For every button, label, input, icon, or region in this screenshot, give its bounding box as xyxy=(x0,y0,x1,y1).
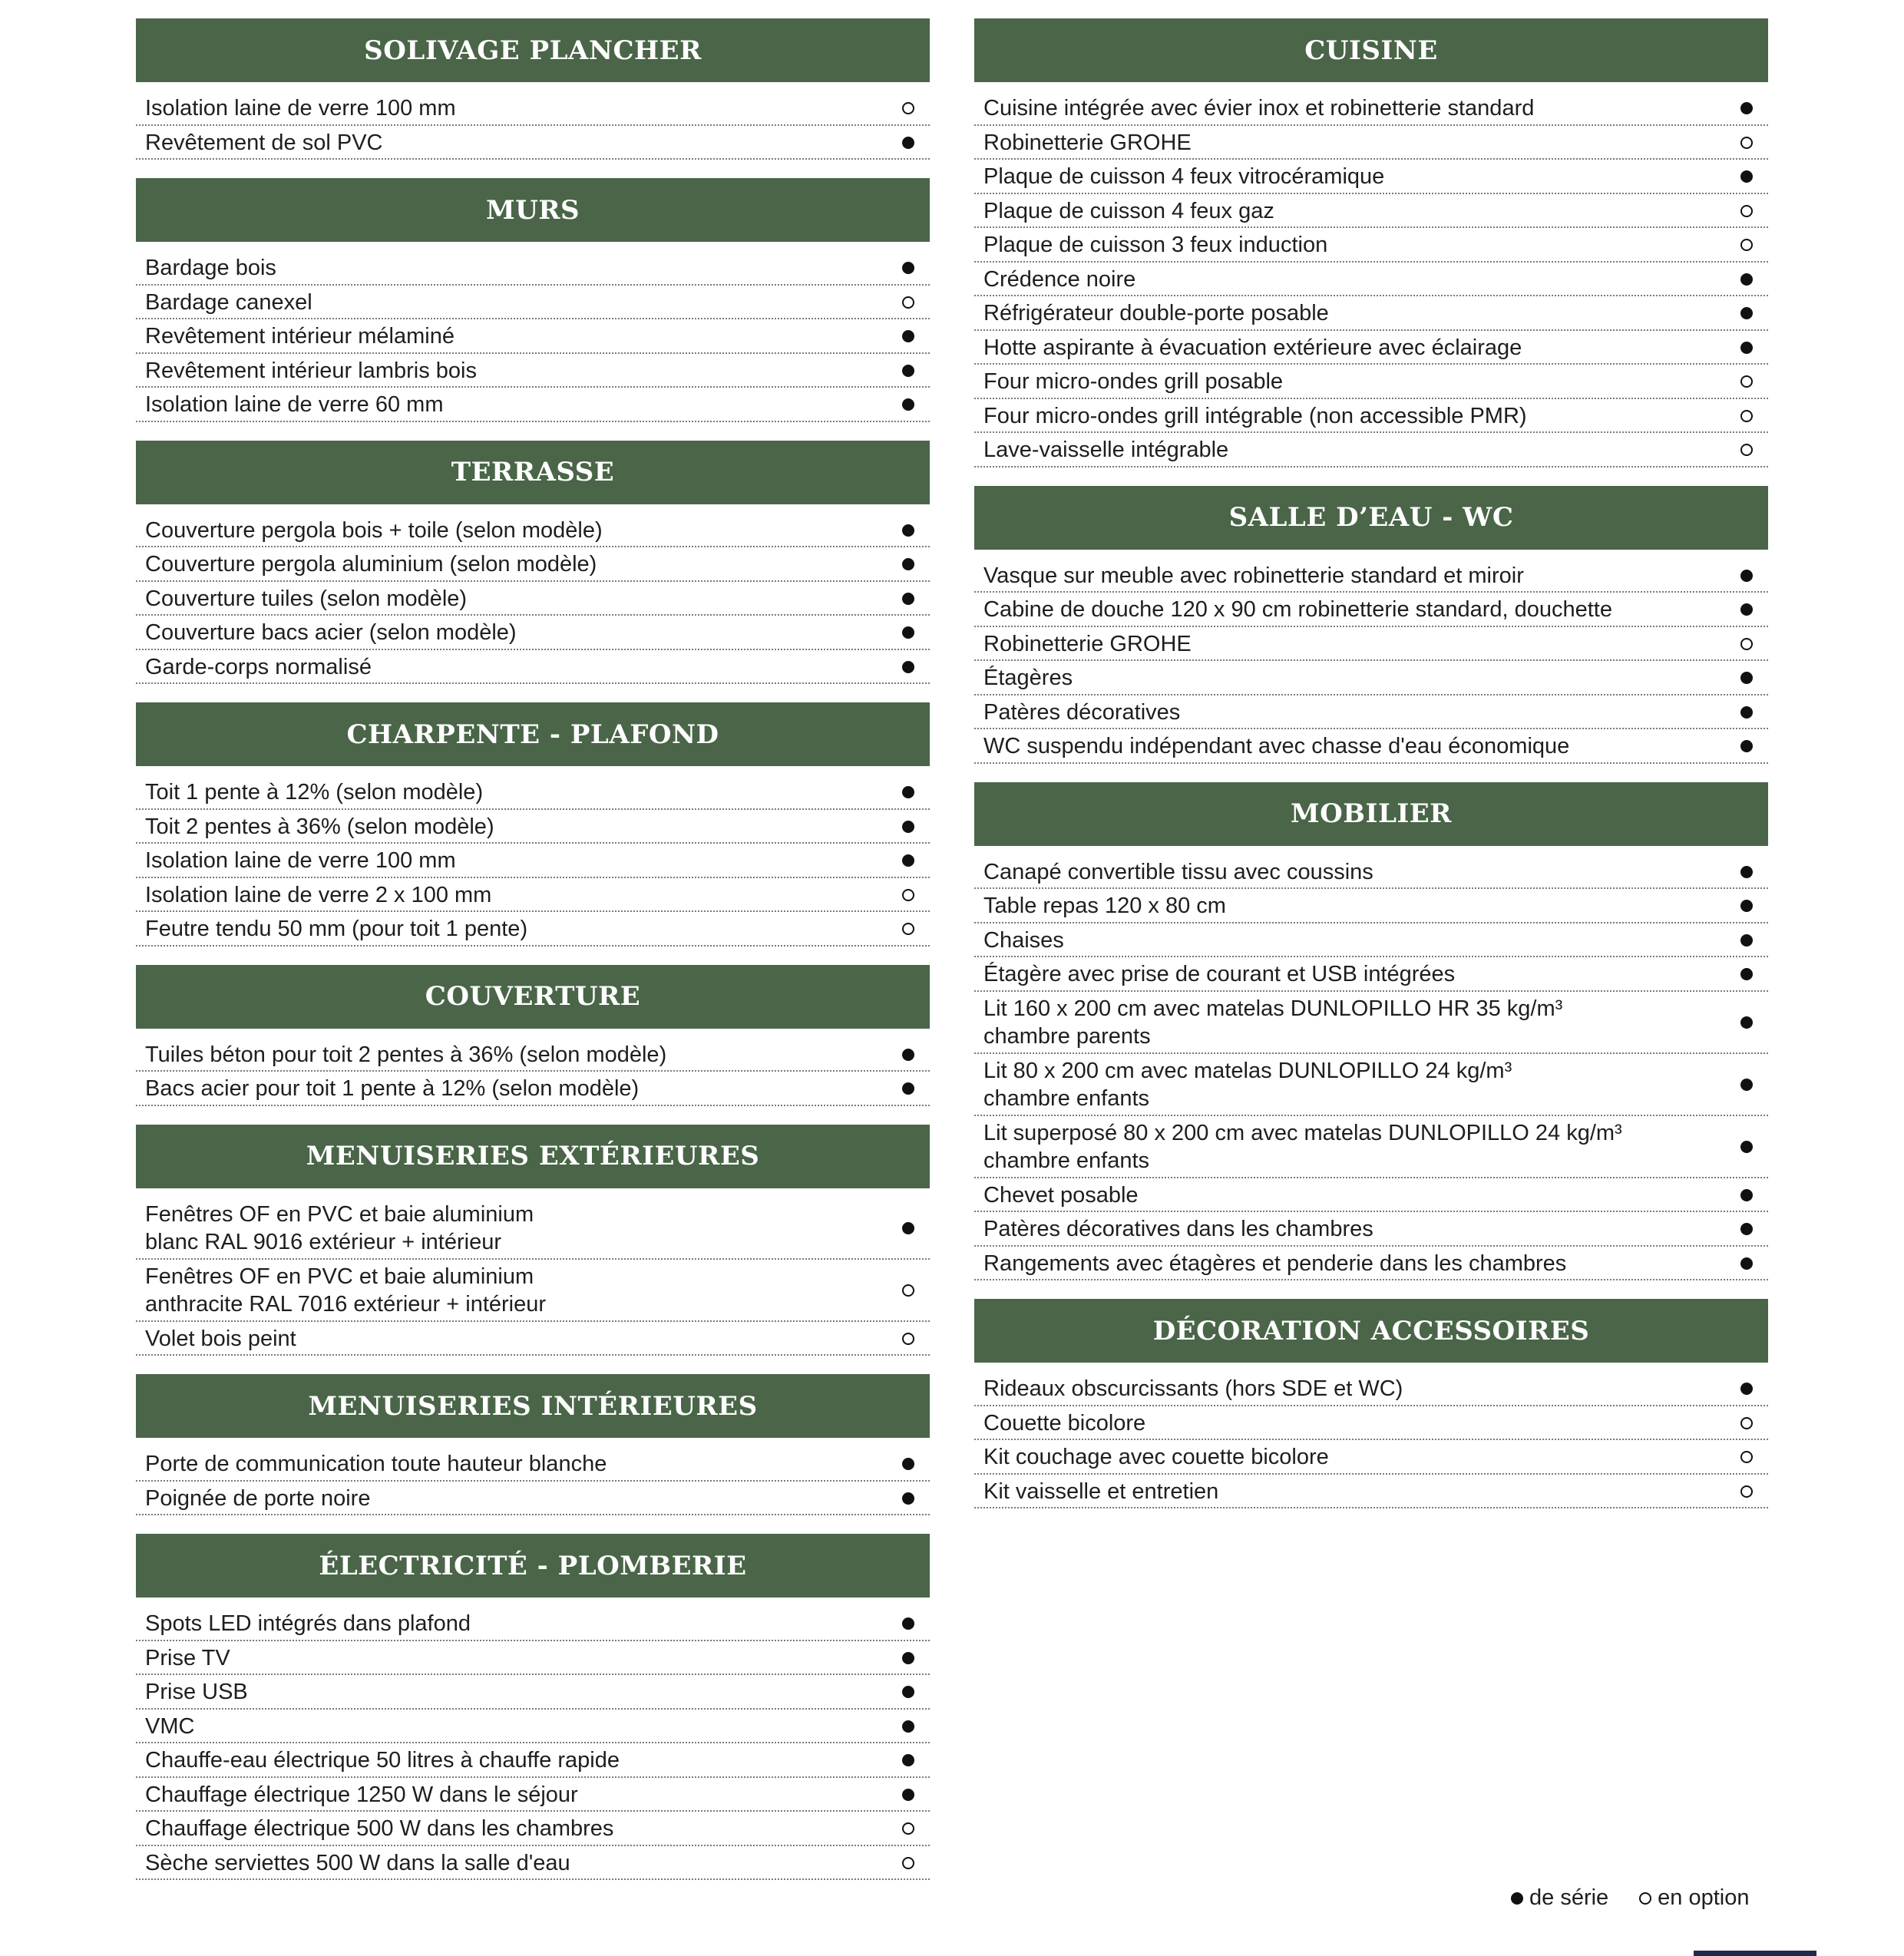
status-marker xyxy=(1731,375,1762,388)
item-label: Spots LED intégrés dans plafond xyxy=(145,1611,471,1637)
filled-dot-icon xyxy=(902,1720,914,1733)
list-item xyxy=(974,1212,1768,1247)
status-marker xyxy=(893,102,924,114)
status-marker xyxy=(1731,1383,1762,1395)
filled-dot-icon xyxy=(1740,1016,1753,1029)
status-marker xyxy=(1731,603,1762,616)
legend-option-label: en option xyxy=(1658,1885,1750,1910)
list-item xyxy=(974,696,1768,730)
status-marker xyxy=(1731,638,1762,650)
filled-dot-icon xyxy=(902,1686,914,1698)
list-item xyxy=(136,1260,930,1322)
section-header: SOLIVAGE PLANCHER xyxy=(136,18,930,82)
status-marker xyxy=(893,854,924,867)
hollow-dot-icon xyxy=(1740,137,1753,149)
section-electricite-plomberie xyxy=(136,1534,930,1880)
item-label: Cuisine intégrée avec évier inox et robinetterie standard xyxy=(983,96,1535,121)
filled-dot-icon xyxy=(1740,570,1753,582)
list-item xyxy=(136,319,930,354)
item-label: Chauffage électrique 500 W dans les chambres xyxy=(145,1816,614,1842)
filled-dot-icon xyxy=(902,626,914,639)
item-label: Bardage canexel xyxy=(145,289,312,315)
list-item xyxy=(974,126,1768,160)
item-label: Étagère avec prise de courant et USB intégrées xyxy=(983,962,1456,987)
status-marker xyxy=(893,889,924,901)
item-label: Feutre tendu 50 mm (pour toit 1 pente) xyxy=(145,917,528,942)
list-item xyxy=(974,1475,1768,1509)
item-label: Porte de communication toute hauteur blanche xyxy=(145,1452,607,1477)
item-list xyxy=(974,846,1768,1281)
status-marker xyxy=(893,1617,924,1630)
item-label: Toit 1 pente à 12% (selon modèle) xyxy=(145,780,484,805)
item-list xyxy=(136,242,930,422)
filled-dot-icon xyxy=(902,1789,914,1801)
legend-option xyxy=(1639,1885,1749,1911)
filled-dot-icon xyxy=(902,1652,914,1664)
list-item xyxy=(136,844,930,878)
list-item xyxy=(136,582,930,616)
list-item xyxy=(136,1812,930,1846)
status-marker xyxy=(893,1652,924,1664)
section-charpente-plafond xyxy=(136,702,930,947)
item-label: Kit vaisselle et entretien xyxy=(983,1479,1219,1504)
item-label: Lit superposé 80 x 200 cm avec matelas DUNLOPILLO 24 kg/m³ chambre enfants xyxy=(983,1121,1622,1173)
status-marker xyxy=(1731,342,1762,354)
list-item xyxy=(974,1054,1768,1116)
section-header: CHARPENTE - PLAFOND xyxy=(136,702,930,766)
hollow-dot-icon xyxy=(1740,444,1753,456)
section-header: MENUISERIES INTÉRIEURES xyxy=(136,1374,930,1438)
filled-dot-icon xyxy=(1740,1223,1753,1235)
status-marker xyxy=(1731,968,1762,980)
filled-dot-icon xyxy=(902,365,914,377)
item-list xyxy=(974,550,1768,764)
status-marker xyxy=(893,262,924,274)
status-marker xyxy=(893,786,924,798)
item-list xyxy=(136,82,930,160)
section-header: DÉCORATION ACCESSOIRES xyxy=(974,1299,1768,1363)
list-item xyxy=(974,365,1768,399)
hollow-dot-icon xyxy=(1740,239,1753,251)
list-item xyxy=(136,286,930,320)
item-label: WC suspendu indépendant avec chasse d'eau économique xyxy=(983,734,1570,759)
list-item xyxy=(974,923,1768,958)
status-marker xyxy=(893,1822,924,1835)
item-label: Couette bicolore xyxy=(983,1410,1146,1436)
item-label: Prise TV xyxy=(145,1645,230,1670)
status-marker xyxy=(1731,740,1762,752)
filled-dot-icon xyxy=(902,786,914,798)
item-list xyxy=(136,766,930,947)
item-label: Lit 80 x 200 cm avec matelas DUNLOPILLO 24 kg/m³ chambre enfants xyxy=(983,1059,1512,1111)
item-label: Robinetterie GROHE xyxy=(983,631,1192,656)
list-item xyxy=(974,160,1768,194)
filled-dot-icon xyxy=(1740,968,1753,980)
status-marker xyxy=(893,626,924,639)
list-item xyxy=(136,388,930,422)
status-marker xyxy=(893,1082,924,1095)
item-list xyxy=(136,1188,930,1356)
section-header: ÉLECTRICITÉ - PLOMBERIE xyxy=(136,1534,930,1598)
list-item xyxy=(974,1247,1768,1281)
item-list xyxy=(136,1029,930,1106)
list-item xyxy=(974,399,1768,434)
item-label: Tuiles béton pour toit 2 pentes à 36% (selon modèle) xyxy=(145,1042,667,1067)
item-label: Toit 2 pentes à 36% (selon modèle) xyxy=(145,814,494,839)
status-marker xyxy=(1731,1079,1762,1091)
status-marker xyxy=(1731,1189,1762,1201)
status-marker xyxy=(1731,444,1762,456)
filled-dot-icon xyxy=(902,1754,914,1766)
section-header: MENUISERIES EXTÉRIEURES xyxy=(136,1125,930,1188)
status-marker xyxy=(1731,137,1762,149)
corner-accent-bar xyxy=(1694,1951,1816,1956)
section-header: MURS xyxy=(136,178,930,242)
filled-dot-icon xyxy=(902,398,914,411)
status-marker xyxy=(1731,273,1762,286)
section-header: COUVERTURE xyxy=(136,965,930,1029)
item-label: Table repas 120 x 80 cm xyxy=(983,894,1226,919)
list-item xyxy=(974,661,1768,696)
section-salle-d-eau-wc xyxy=(974,486,1768,764)
item-label: Chauffe-eau électrique 50 litres à chauffe rapide xyxy=(145,1748,620,1773)
filled-dot-icon xyxy=(902,262,914,274)
list-item xyxy=(136,1778,930,1812)
filled-dot-icon xyxy=(902,558,914,570)
status-marker xyxy=(893,296,924,309)
filled-dot-icon xyxy=(902,1049,914,1061)
item-label: VMC xyxy=(145,1713,195,1739)
filled-dot-icon xyxy=(1740,273,1753,286)
item-label: Four micro-ondes grill posable xyxy=(983,369,1284,395)
item-label: Isolation laine de verre 100 mm xyxy=(145,848,456,874)
hollow-dot-icon xyxy=(1740,1451,1753,1463)
filled-dot-icon xyxy=(902,330,914,342)
list-item xyxy=(974,331,1768,365)
item-label: Isolation laine de verre 2 x 100 mm xyxy=(145,882,492,907)
list-item xyxy=(974,296,1768,331)
status-marker xyxy=(1731,1257,1762,1270)
section-cuisine xyxy=(974,18,1768,468)
hollow-dot-icon xyxy=(902,889,914,901)
item-label: Four micro-ondes grill intégrable (non accessible PMR) xyxy=(983,403,1527,428)
left-column xyxy=(136,18,930,1898)
list-item xyxy=(136,1482,930,1516)
list-item xyxy=(974,729,1768,764)
item-label: Revêtement de sol PVC xyxy=(145,130,383,155)
list-item xyxy=(136,1072,930,1106)
list-item xyxy=(974,433,1768,468)
status-marker xyxy=(1731,934,1762,947)
filled-dot-icon xyxy=(1740,672,1753,684)
item-list xyxy=(136,1598,930,1880)
item-label: Lit 160 x 200 cm avec matelas DUNLOPILLO HR 35 kg/m³ chambre parents xyxy=(983,996,1563,1049)
hollow-dot-icon xyxy=(902,102,914,114)
status-marker xyxy=(1731,1141,1762,1153)
list-item xyxy=(136,912,930,947)
hollow-dot-icon xyxy=(902,296,914,309)
item-label: Rideaux obscurcissants (hors SDE et WC) xyxy=(983,1376,1403,1402)
list-item xyxy=(974,889,1768,923)
item-label: Couverture pergola bois + toile (selon modèle) xyxy=(145,517,603,543)
list-item xyxy=(136,1846,930,1881)
hollow-dot-icon xyxy=(1740,205,1753,217)
list-item xyxy=(974,1440,1768,1475)
status-marker xyxy=(893,398,924,411)
item-label: Canapé convertible tissu avec coussins xyxy=(983,859,1373,884)
item-label: Couverture bacs acier (selon modèle) xyxy=(145,620,517,646)
status-marker xyxy=(1731,205,1762,217)
list-item xyxy=(136,810,930,844)
item-list xyxy=(136,504,930,685)
item-label: Prise USB xyxy=(145,1680,248,1705)
list-item xyxy=(136,1198,930,1260)
list-item xyxy=(136,547,930,582)
filled-dot-icon xyxy=(1740,740,1753,752)
filled-dot-icon xyxy=(1740,342,1753,354)
filled-dot-icon xyxy=(902,593,914,605)
list-item xyxy=(136,616,930,650)
section-menuiseries-interieures xyxy=(136,1374,930,1515)
item-label: Volet bois peint xyxy=(145,1326,296,1351)
status-marker xyxy=(893,330,924,342)
item-list xyxy=(974,1363,1768,1508)
list-item xyxy=(974,992,1768,1054)
item-label: Couverture tuiles (selon modèle) xyxy=(145,586,468,611)
section-header: MOBILIER xyxy=(974,782,1768,846)
status-marker xyxy=(1731,672,1762,684)
item-label: Chevet posable xyxy=(983,1182,1139,1208)
list-item xyxy=(974,957,1768,992)
filled-dot-icon xyxy=(1740,1189,1753,1201)
item-label: Revêtement intérieur lambris bois xyxy=(145,358,477,383)
status-marker xyxy=(893,1686,924,1698)
item-label: Patères décoratives xyxy=(983,699,1181,725)
item-label: Bacs acier pour toit 1 pente à 12% (selon modèle) xyxy=(145,1076,640,1102)
section-solivage-plancher xyxy=(136,18,930,160)
item-label: Chauffage électrique 1250 W dans le séjour xyxy=(145,1782,578,1807)
status-marker xyxy=(1731,866,1762,878)
filled-dot-icon xyxy=(902,137,914,149)
status-marker xyxy=(1731,1016,1762,1029)
hollow-dot-icon xyxy=(902,1822,914,1835)
status-marker xyxy=(1731,170,1762,183)
filled-dot-icon xyxy=(902,821,914,833)
filled-dot-icon xyxy=(1740,706,1753,719)
hollow-dot-icon xyxy=(902,923,914,935)
item-label: Étagères xyxy=(983,666,1073,691)
list-item xyxy=(136,1675,930,1710)
hollow-dot-icon xyxy=(902,1284,914,1297)
status-marker xyxy=(893,1333,924,1345)
list-item xyxy=(136,1322,930,1356)
status-marker xyxy=(893,1458,924,1470)
filled-dot-icon xyxy=(902,1222,914,1234)
status-marker xyxy=(1731,102,1762,114)
filled-dot-icon xyxy=(1740,603,1753,616)
status-marker xyxy=(893,1222,924,1234)
status-marker xyxy=(1731,1223,1762,1235)
list-item xyxy=(136,1641,930,1676)
list-item xyxy=(974,228,1768,263)
list-item xyxy=(974,194,1768,229)
hollow-dot-icon xyxy=(1740,1417,1753,1429)
list-item xyxy=(136,251,930,286)
list-item xyxy=(974,1406,1768,1441)
status-marker xyxy=(893,593,924,605)
list-item xyxy=(136,1607,930,1641)
item-label: Bardage bois xyxy=(145,256,276,281)
list-item xyxy=(136,775,930,810)
filled-dot-icon xyxy=(1740,1141,1753,1153)
status-marker xyxy=(1731,900,1762,912)
item-label: Fenêtres OF en PVC et baie aluminium anthracite RAL 7016 extérieur + intérieur xyxy=(145,1264,547,1317)
status-marker xyxy=(893,1049,924,1061)
status-marker xyxy=(893,1789,924,1801)
list-item xyxy=(136,1710,930,1744)
item-label: Kit couchage avec couette bicolore xyxy=(983,1445,1329,1470)
status-marker xyxy=(1731,570,1762,582)
list-item xyxy=(136,354,930,388)
status-marker xyxy=(1731,1451,1762,1463)
item-label: Isolation laine de verre 60 mm xyxy=(145,392,444,418)
filled-dot-icon xyxy=(902,1082,914,1095)
filled-dot-icon xyxy=(1740,900,1753,912)
list-item xyxy=(136,91,930,126)
status-marker xyxy=(1731,410,1762,422)
item-label: Plaque de cuisson 3 feux induction xyxy=(983,233,1328,258)
list-item xyxy=(974,263,1768,297)
status-marker xyxy=(1731,239,1762,251)
list-item xyxy=(974,91,1768,126)
status-marker xyxy=(893,1857,924,1869)
list-item xyxy=(136,514,930,548)
filled-dot-icon xyxy=(1740,934,1753,947)
item-label: Robinetterie GROHE xyxy=(983,130,1192,155)
status-marker xyxy=(893,1284,924,1297)
section-mobilier xyxy=(974,782,1768,1281)
filled-dot-icon xyxy=(1740,102,1753,114)
item-label: Crédence noire xyxy=(983,266,1136,292)
item-label: Vasque sur meuble avec robinetterie standard et miroir xyxy=(983,563,1524,588)
filled-dot-icon xyxy=(1740,1383,1753,1395)
list-item xyxy=(136,650,930,685)
item-label: Poignée de porte noire xyxy=(145,1485,371,1511)
section-couverture xyxy=(136,965,930,1106)
item-label: Fenêtres OF en PVC et baie aluminium blanc RAL 9016 extérieur + intérieur xyxy=(145,1202,534,1254)
item-label: Chaises xyxy=(983,927,1064,953)
item-label: Rangements avec étagères et penderie dans les chambres xyxy=(983,1251,1567,1276)
section-murs xyxy=(136,178,930,422)
status-marker xyxy=(893,1754,924,1766)
filled-dot-icon xyxy=(1740,170,1753,183)
status-marker xyxy=(893,524,924,537)
list-item xyxy=(136,1743,930,1778)
filled-dot-icon xyxy=(1740,866,1753,878)
right-column xyxy=(974,18,1768,1527)
filled-dot-icon xyxy=(1740,1257,1753,1270)
item-label: Cabine de douche 120 x 90 cm robinetterie standard, douchette xyxy=(983,597,1612,623)
status-marker xyxy=(893,661,924,673)
status-marker xyxy=(893,558,924,570)
item-label: Sèche serviettes 500 W dans la salle d'eau xyxy=(145,1850,570,1875)
item-label: Hotte aspirante à évacuation extérieure avec éclairage xyxy=(983,335,1522,360)
hollow-dot-icon xyxy=(1740,410,1753,422)
hollow-dot-icon xyxy=(1639,1892,1651,1905)
item-label: Réfrigérateur double-porte posable xyxy=(983,301,1329,326)
status-marker xyxy=(893,365,924,377)
list-item xyxy=(974,593,1768,627)
list-item xyxy=(974,627,1768,662)
legend xyxy=(1511,1885,1750,1911)
legend-serie xyxy=(1511,1885,1608,1911)
list-item xyxy=(974,1178,1768,1213)
list-item xyxy=(974,1116,1768,1178)
status-marker xyxy=(1731,1485,1762,1498)
filled-dot-icon xyxy=(902,1458,914,1470)
item-label: Isolation laine de verre 100 mm xyxy=(145,96,456,121)
item-label: Revêtement intérieur mélaminé xyxy=(145,324,455,349)
section-header: TERRASSE xyxy=(136,441,930,504)
hollow-dot-icon xyxy=(902,1857,914,1869)
list-item xyxy=(974,1372,1768,1406)
item-label: Couverture pergola aluminium (selon modèle) xyxy=(145,552,597,577)
section-header: CUISINE xyxy=(974,18,1768,82)
filled-dot-icon xyxy=(1511,1892,1523,1905)
filled-dot-icon xyxy=(1740,1079,1753,1091)
filled-dot-icon xyxy=(902,661,914,673)
filled-dot-icon xyxy=(902,1617,914,1630)
section-decoration-accessoires xyxy=(974,1299,1768,1508)
item-label: Plaque de cuisson 4 feux vitrocéramique xyxy=(983,164,1385,190)
item-label: Garde-corps normalisé xyxy=(145,654,372,679)
status-marker xyxy=(893,1492,924,1505)
hollow-dot-icon xyxy=(1740,1485,1753,1498)
section-menuiseries-exterieures xyxy=(136,1125,930,1356)
item-label: Lave-vaisselle intégrable xyxy=(983,438,1229,463)
filled-dot-icon xyxy=(902,524,914,537)
status-marker xyxy=(893,1720,924,1733)
hollow-dot-icon xyxy=(902,1333,914,1345)
list-item xyxy=(974,559,1768,593)
list-item xyxy=(136,1038,930,1072)
legend-serie-label: de série xyxy=(1529,1885,1609,1910)
list-item xyxy=(136,1447,930,1482)
filled-dot-icon xyxy=(902,854,914,867)
list-item xyxy=(136,126,930,160)
status-marker xyxy=(893,923,924,935)
status-marker xyxy=(1731,307,1762,319)
item-label: Patères décoratives dans les chambres xyxy=(983,1217,1373,1242)
list-item xyxy=(974,855,1768,890)
hollow-dot-icon xyxy=(1740,638,1753,650)
hollow-dot-icon xyxy=(1740,375,1753,388)
section-header: SALLE D’EAU - WC xyxy=(974,486,1768,550)
status-marker xyxy=(893,821,924,833)
item-label: Plaque de cuisson 4 feux gaz xyxy=(983,198,1274,223)
filled-dot-icon xyxy=(1740,307,1753,319)
status-marker xyxy=(893,137,924,149)
item-list xyxy=(136,1438,930,1515)
item-list xyxy=(974,82,1768,468)
status-marker xyxy=(1731,1417,1762,1429)
status-marker xyxy=(1731,706,1762,719)
list-item xyxy=(136,878,930,913)
filled-dot-icon xyxy=(902,1492,914,1505)
section-terrasse xyxy=(136,441,930,685)
